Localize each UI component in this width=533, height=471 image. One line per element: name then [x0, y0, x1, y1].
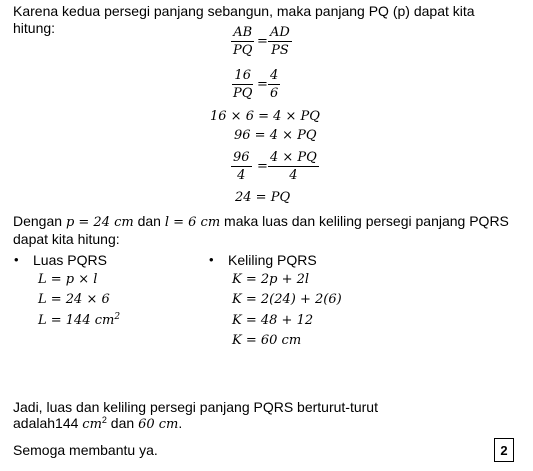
fraction-denominator: 6 [270, 86, 279, 101]
page-number: 2 [500, 443, 508, 458]
fraction-96-4 [231, 150, 252, 183]
middle-text-c: maka luas dan keliling persegi panjang PQRS [220, 213, 509, 229]
intro-line-1: Karena kedua persegi panjang sebangun, maka panjang PQ (p) dapat kita [13, 3, 475, 19]
equation-step-4: 96 = 4 × PQ [234, 128, 317, 143]
equals-sign: = [257, 159, 268, 174]
keliling-line-1: K = 2p + 2l [232, 272, 310, 287]
fraction-denominator: PQ [233, 86, 253, 101]
equation-step-3: 16 × 6 = 4 × PQ [210, 109, 320, 124]
conclusion-math-60cm: 60 cm [138, 417, 179, 432]
fraction-denominator: 4 [289, 168, 298, 183]
fraction-denominator: PS [271, 43, 289, 58]
fraction-4-6 [268, 68, 280, 101]
intro-line-2: hitung: [13, 20, 56, 36]
conclusion-line-2 [13, 415, 182, 432]
conclusion-text-c: . [178, 415, 183, 431]
conclusion-sup: 2 [101, 415, 107, 425]
bullet-keliling: • [209, 252, 214, 267]
page-number-box [494, 438, 514, 462]
middle-line-1 [13, 213, 509, 230]
fraction-4pq-4 [268, 150, 319, 183]
middle-math-l: l = 6 cm [164, 215, 221, 230]
fraction-ad-ps [268, 25, 292, 58]
fraction-numerator: 4 × PQ [270, 150, 317, 165]
fraction-ab-pq [231, 25, 254, 58]
conclusion-text-a: adalah144 [13, 415, 83, 431]
luas-title: Luas PQRS [33, 252, 107, 268]
middle-math-p: p = 24 cm [65, 215, 134, 230]
keliling-line-3: K = 48 + 12 [232, 313, 314, 328]
fraction-numerator: AB [233, 25, 253, 40]
fraction-denominator: PQ [233, 43, 253, 58]
middle-text-a: Dengan [13, 213, 66, 229]
fraction-numerator: 96 [233, 150, 250, 165]
fraction-denominator: 4 [237, 168, 246, 183]
fraction-numerator: AD [270, 25, 290, 40]
luas-line-3 [38, 313, 120, 328]
keliling-line-2: K = 2(24) + 2(6) [232, 292, 342, 307]
bullet-luas: • [14, 252, 19, 267]
fraction-16-pq [231, 68, 254, 101]
middle-text-b: dan [133, 213, 165, 229]
conclusion-text-b: dan [106, 415, 139, 431]
equation-step-6: 24 = PQ [235, 190, 291, 205]
fraction-numerator: 4 [270, 68, 279, 83]
equals-sign: = [257, 34, 268, 49]
luas-line-1: L = p × l [38, 272, 98, 287]
luas-line-3-sup: 2 [114, 312, 121, 322]
fraction-numerator: 16 [234, 68, 251, 83]
equals-sign: = [257, 77, 268, 92]
closing-text: Semoga membantu ya. [13, 442, 158, 458]
luas-line-2: L = 24 × 6 [38, 292, 110, 307]
conclusion-line-1: Jadi, luas dan keliling persegi panjang PQRS berturut-turut [13, 399, 378, 415]
luas-line-3-text: L = 144 cm [38, 313, 115, 328]
keliling-title: Keliling PQRS [228, 252, 317, 268]
keliling-line-4: K = 60 cm [232, 333, 302, 348]
middle-line-2: dapat kita hitung: [13, 231, 120, 247]
conclusion-unit-cm: cm [82, 417, 102, 432]
